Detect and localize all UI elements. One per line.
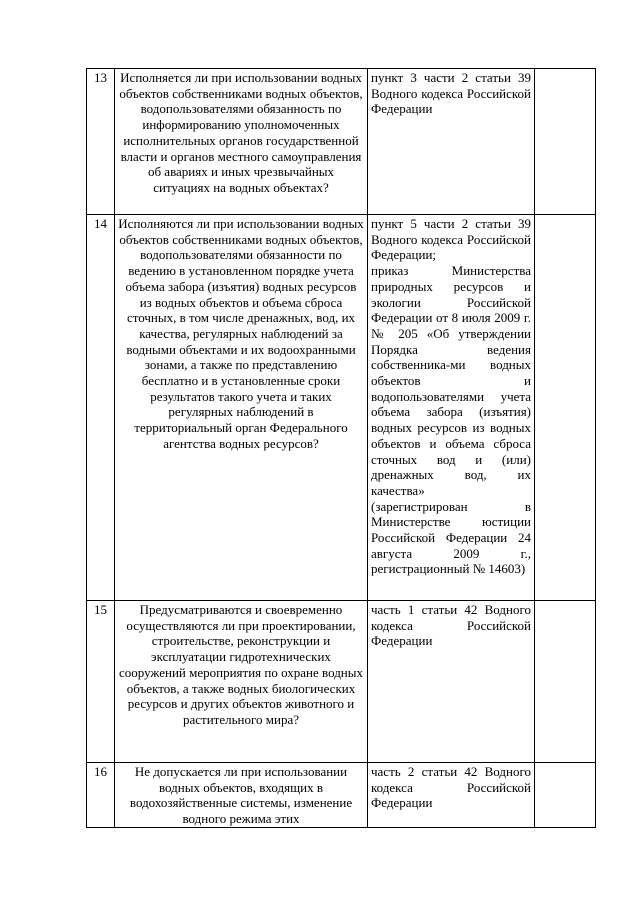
table-row [87,215,596,601]
legal-reference-cell [368,215,535,601]
legal-reference-cell [368,69,535,215]
row-number: 15 [87,601,115,763]
question-cell: Предусматриваются и своевременно осуществляются ли при проектировании, строительстве, реконструкции и эксплуатации гидротехнических сооружений мероприятия по охране водных объектов, а также водных биологических ресурсов и других объектов животного и растительного мира? [115,601,368,763]
reference-text: пункт 5 части 2 статьи 39 Водного кодекса Российской Федерации; [371,216,531,263]
table-row [87,69,596,215]
reference-text: (зарегистрирован в Министерстве юстиции Российской Федерации 24 августа 2009 г., регистрационный № 14603) [371,498,531,577]
legal-reference-cell [368,601,535,763]
reference-text: часть 1 статьи 42 Водного кодекса Российской Федерации [371,602,531,649]
reference-text: часть 2 статьи 42 Водного кодекса Российской Федерации [371,764,531,811]
reference-text: приказ Министерства природных ресурсов и экологии Российской Федерации от 8 июля 2009 г. № 205 «Об утверждении Порядка ведения собственника-ми водных объектов и водопользователями учета объема забора (изъятия) водных ресурсов из водных объектов и объема сброса сточных вод и (или) дренажных вод, их качества» [371,263,531,498]
answer-cell [535,215,596,601]
table-row [87,763,596,828]
answer-cell [535,763,596,828]
legal-reference-cell [368,763,535,828]
row-number: 13 [87,69,115,215]
row-number: 14 [87,215,115,601]
question-cell: Не допускается ли при использовании водных объектов, входящих в водохозяйственные системы, изменение водного режима этих [115,763,368,828]
table-row [87,601,596,763]
answer-cell [535,601,596,763]
question-cell: Исполняется ли при использовании водных объектов собственниками водных объектов, водопользователями обязанность по информированию уполномоченных исполнительных органов государственной власти и органов местного самоуправления об авариях и иных чрезвычайных ситуациях на водных объектах? [115,69,368,215]
question-cell: Исполняются ли при использовании водных объектов собственниками водных объектов, водопользователями обязанности по ведению в установленном порядке учета объема забора (изъятия) водных ресурсов из водных объектов и объема сброса сточных, в том числе дренажных, вод, их качества, регулярных наблюдений за водными объектами и их водоохранными зонами, а также по представлению бесплатно и в установленные сроки результатов такого учета и таких регулярных наблюдений в территориальный орган Федерального агентства водных ресурсов? [115,215,368,601]
answer-cell [535,69,596,215]
inspection-checklist-table [86,68,596,828]
reference-text: пункт 3 части 2 статьи 39 Водного кодекса Российской Федерации [371,70,531,117]
row-number: 16 [87,763,115,828]
